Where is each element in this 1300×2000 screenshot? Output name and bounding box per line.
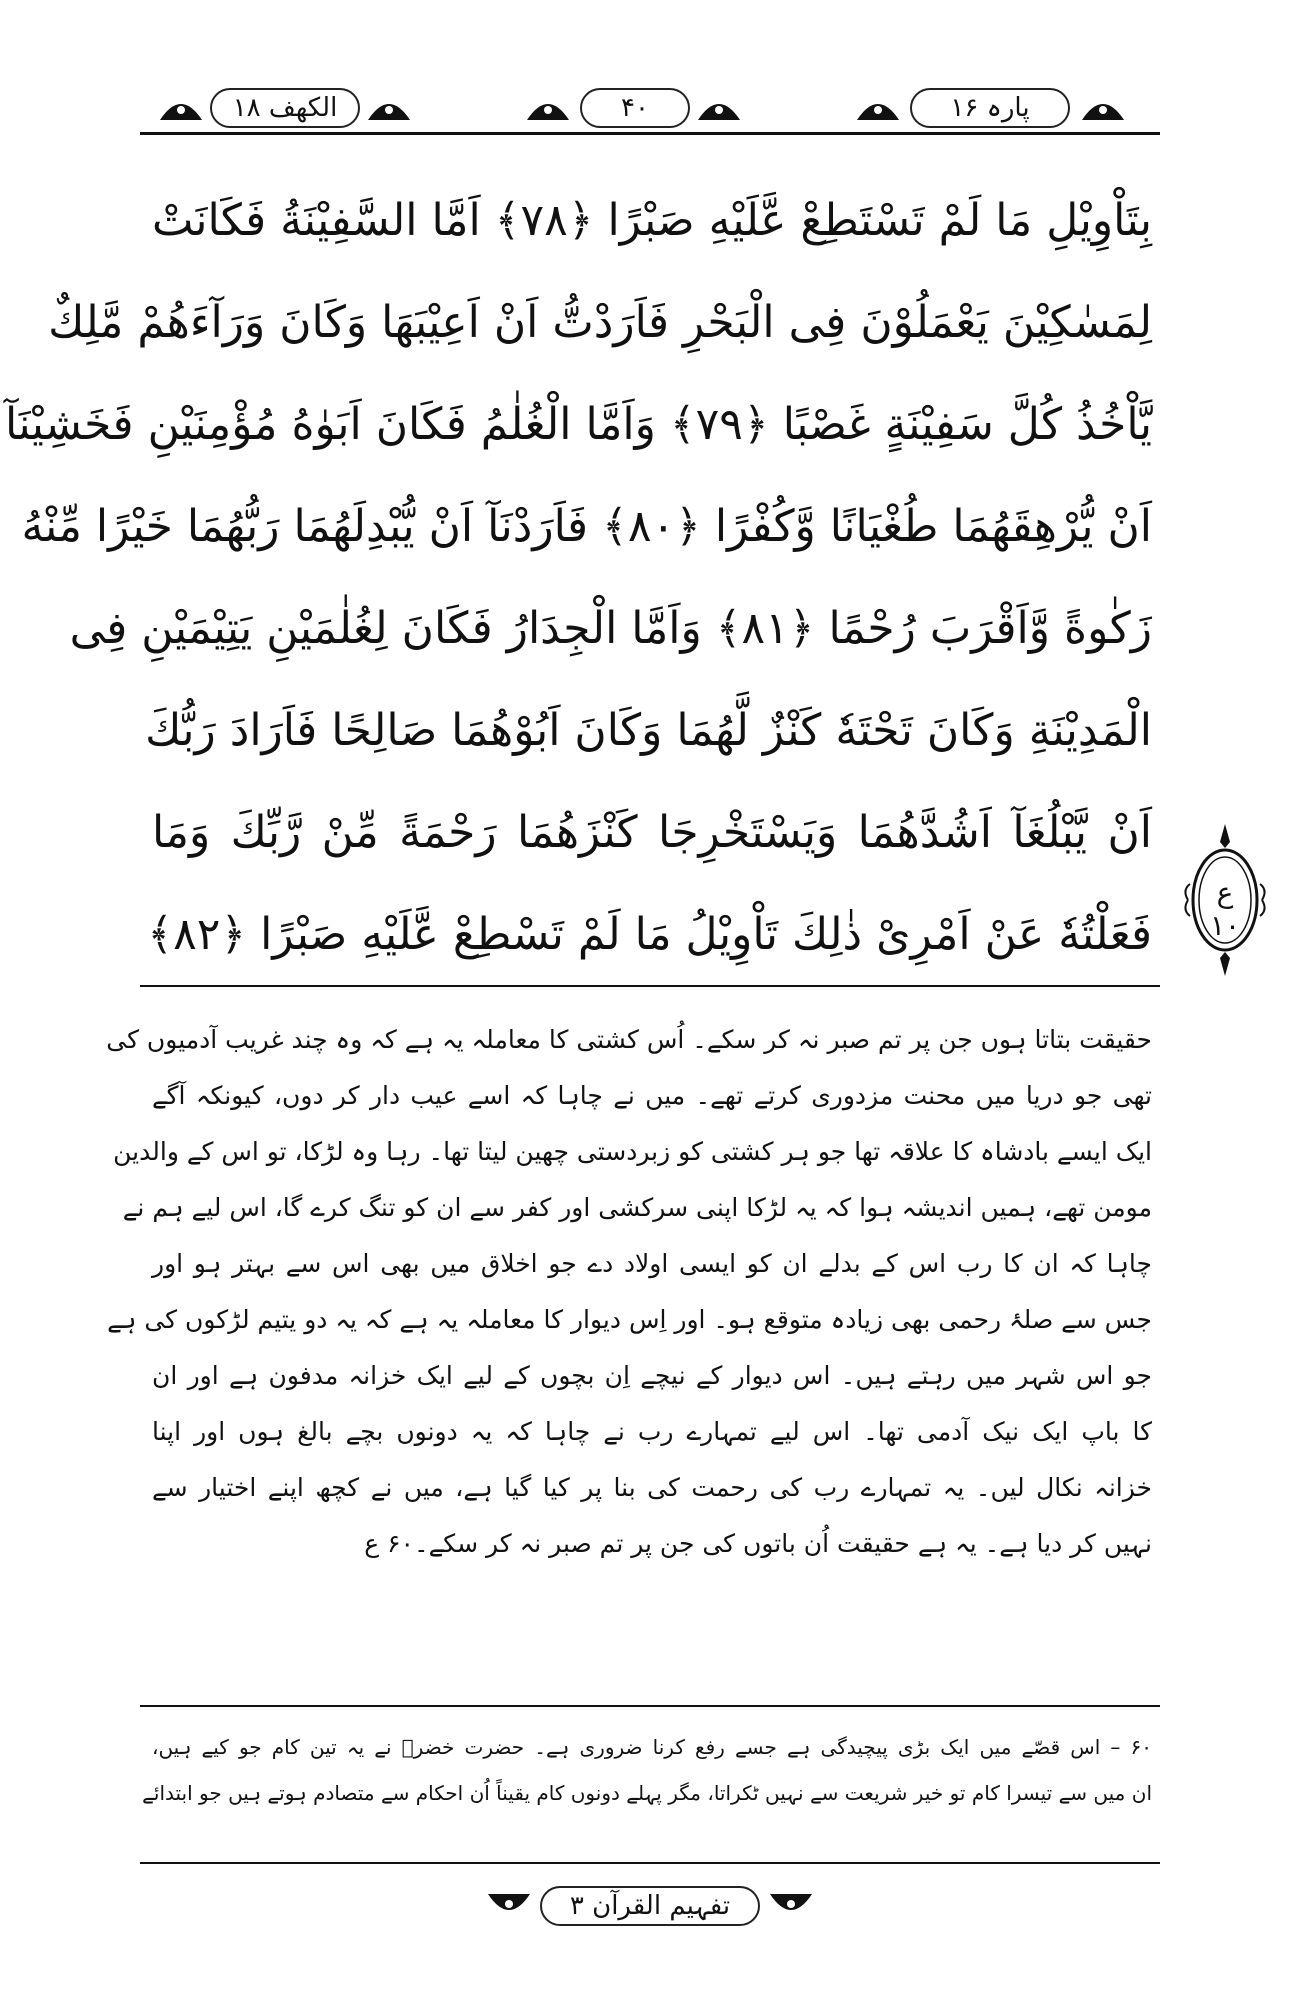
page-header — [140, 82, 1160, 138]
translation-line: خزانہ نکال لیں۔ یہ تمہارے رب کی رحمت کی بنا پر کیا گیا ہے، میں نے کچھ اپنے اختیار سے — [152, 1473, 1152, 1502]
translation-line: نہیں کر دیا ہے۔ یہ ہے حقیقت اُن باتوں کی جن پر تم صبر نہ کر سکے۔۶۰ ع — [364, 1529, 1152, 1558]
floral-ornament-icon — [366, 92, 412, 124]
arabic-line: فَعَلْتُهٗ عَنْ اَمْرِىْ ذٰلِكَ تَاْوِيْلُ مَا لَمْ تَسْطِعْ عَّلَيْهِ صَبْرًا ﴿٨٢﴾ — [147, 909, 1152, 960]
footnote — [142, 1724, 1152, 1816]
translation-line: جو اس شہر میں رہتے ہیں۔ اس دیوار کے نیچے اِن بچوں کے لیے ایک خزانہ مدفون ہے اور ان — [152, 1361, 1152, 1390]
footnote-line: ان میں سے تیسرا کام تو خیر شریعت سے نہیں ٹکراتا، مگر پہلے دونوں کام یقیناً اُن احکام سے متصادم ہوتے ہیں جو ابتدائے — [142, 1781, 1152, 1805]
translation-line: تھی جو دریا میں محنت مزدوری کرتے تھے۔ میں نے چاہا کہ اسے عیب دار کر دوں، کیونکہ آگے — [152, 1081, 1152, 1110]
arabic-line: لِمَسٰكِيْنَ يَعْمَلُوْنَ فِى الْبَحْرِ فَاَرَدْتُّ اَنْ اَعِيْبَهَا وَكَانَ وَرَآءَهُمْ مَّلِكٌ — [48, 297, 1152, 348]
floral-ornament-icon — [525, 92, 571, 124]
page-number-box — [580, 88, 690, 128]
translation-line: مومن تھے، ہمیں اندیشہ ہوا کہ یہ لڑکا اپنی سرکشی اور کفر سے ان کو تنگ کرے گا، اس لیے ہم نے — [122, 1193, 1152, 1222]
floral-ornament-icon — [855, 92, 901, 124]
floral-ornament-icon — [1080, 92, 1126, 124]
arabic-line: الْمَدِيْنَةِ وَكَانَ تَحْتَهٗ كَنْزٌ لَّهُمَا وَكَانَ اَبُوْهُمَا صَالِحًا فَاَرَادَ رَبُّكَ — [145, 705, 1152, 756]
translation-line: جس سے صلۂ رحمی بھی زیادہ متوقع ہو۔ اور اِس دیوار کا معاملہ یہ ہے کہ یہ دو یتیم لڑکوں کی ہے — [107, 1305, 1152, 1334]
translation-line: کا باپ ایک نیک آدمی تھا۔ اس لیے تمہارے رب نے چاہا کہ یہ دونوں بچے بالغ ہوں اور اپنا — [152, 1417, 1152, 1446]
floral-ornament-icon — [158, 92, 204, 124]
footnote-rule — [140, 1705, 1160, 1707]
floral-ornament-icon — [696, 92, 742, 124]
header-rule — [140, 132, 1160, 135]
ruku-marker — [1180, 820, 1270, 980]
page-number: ۴۰ — [621, 93, 649, 123]
arabic-line: يَّاْخُذُ كُلَّ سَفِيْنَةٍ غَصْبًا ﴿٧٩﴾ وَاَمَّا الْغُلٰمُ فَكَانَ اَبَوٰهُ مُؤْمِنَيْنِ فَخَشِيْنَآ — [4, 399, 1152, 450]
floral-ornament-icon — [486, 1890, 532, 1922]
page-footer — [480, 1880, 820, 1940]
arabic-line: بِتَاْوِيْلِ مَا لَمْ تَسْتَطِعْ عَّلَيْهِ صَبْرًا ﴿٧٨﴾ اَمَّا السَّفِيْنَةُ فَكَانَتْ — [152, 195, 1152, 246]
ruku-label: ع ۱۰ — [1209, 876, 1241, 942]
surah-label: الکھف ۱۸ — [232, 93, 338, 123]
urdu-translation — [106, 1012, 1152, 1572]
arabic-line: زَكٰوةً وَّاَقْرَبَ رُحْمًا ﴿٨١﴾ وَاَمَّا الْجِدَارُ فَكَانَ لِغُلٰمَيْنِ يَتِيْمَيْنِ فِى — [69, 603, 1152, 654]
book-title: تفہیم القرآن ۳ — [569, 1891, 731, 1921]
para-label: پارہ ۱۶ — [950, 93, 1030, 123]
para-label-box — [910, 88, 1070, 128]
footer-rule — [140, 1862, 1160, 1864]
floral-ornament-icon — [768, 1890, 814, 1922]
arabic-line: اَنْ يُّرْهِقَهُمَا طُغْيَانًا وَّكُفْرًا ﴿٨٠﴾ فَاَرَدْنَآ اَنْ يُّبْدِلَهُمَا رَبُّهُمَا خَيْرًا مِّنْهُ — [21, 501, 1152, 552]
translation-line: چاہا کہ ان کا رب اس کے بدلے ان کو ایسی اولاد دے جو اخلاق میں بھی اس سے بہتر ہو اور — [152, 1249, 1152, 1278]
section-rule — [140, 985, 1160, 987]
translation-line: حقیقت بتاتا ہوں جن پر تم صبر نہ کر سکے۔ اُس کشتی کا معاملہ یہ ہے کہ وہ چند غریب آدمیوں کی — [106, 1025, 1152, 1054]
translation-line: ایک ایسے بادشاہ کا علاقہ تھا جو ہر کشتی کو زبردستی چھین لیتا تھا۔ رہا وہ لڑکا، تو اس کے والدین — [113, 1137, 1152, 1166]
surah-label-box — [210, 88, 360, 128]
arabic-line: اَنْ يَّبْلُغَآ اَشُدَّهُمَا وَيَسْتَخْرِجَا كَنْزَهُمَا رَحْمَةً مِّنْ رَّبِّكَ وَمَا — [152, 807, 1152, 858]
arabic-text-block — [4, 170, 1152, 986]
footnote-line: ۶۰ – اس قصّے میں ایک بڑی پیچیدگی ہے جسے رفع کرنا ضروری ہے۔ حضرت خضرؑ نے یہ تین کام جو کیے ہیں، — [152, 1735, 1152, 1759]
